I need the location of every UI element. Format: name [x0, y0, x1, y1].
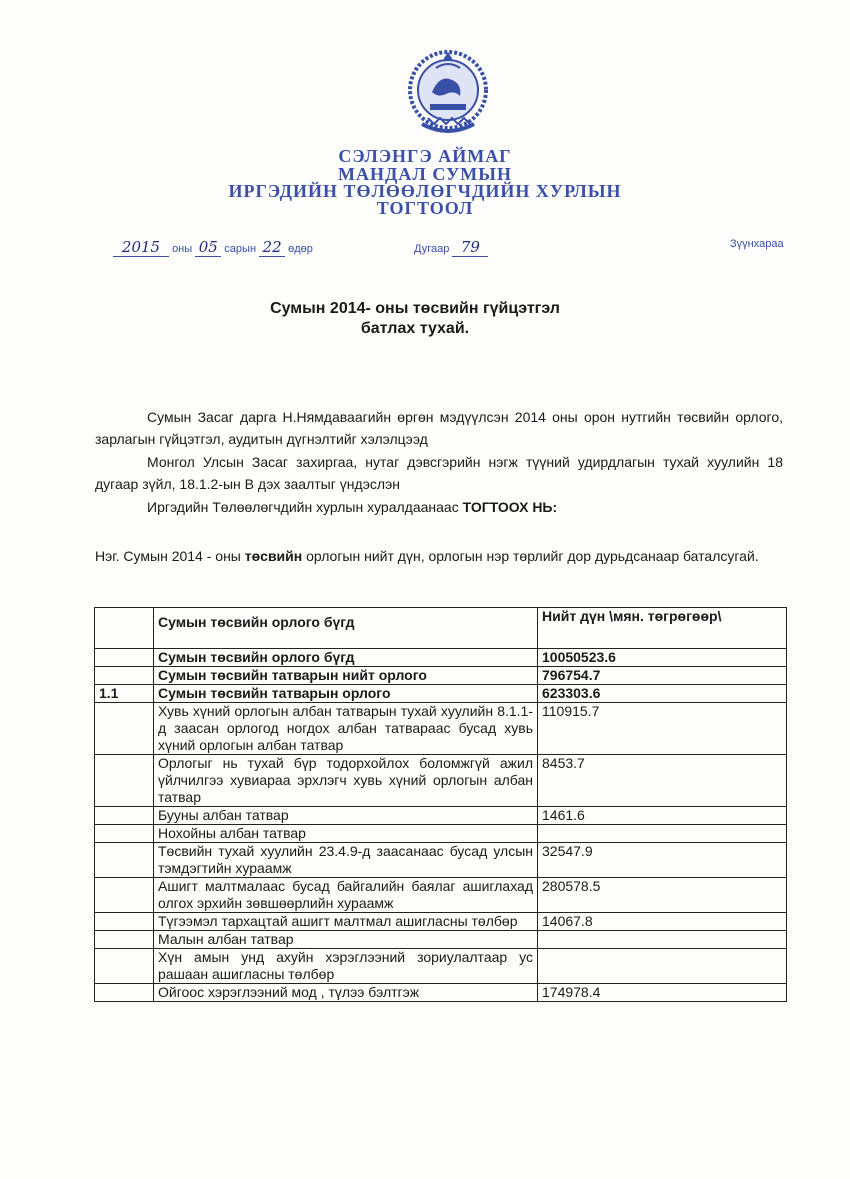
table-row: [95, 949, 787, 984]
header-num-cell: [95, 608, 154, 649]
month-label: сарын: [224, 243, 257, 255]
row-name-cell: Малын албан татвар: [154, 931, 538, 949]
header-name-cell: Сумын төсвийн орлого бүгд: [154, 608, 538, 649]
number-line: [414, 238, 488, 257]
row-value-cell: 110915.7: [538, 703, 787, 755]
row-value-cell: [538, 949, 787, 984]
row-value-cell: [538, 931, 787, 949]
row-number-cell: [95, 843, 154, 878]
paragraph-4-text-b: орлогын нийт дүн, орлогын нэр төрлийг дор дурьдсанаар баталсугай.: [302, 548, 759, 564]
table-row: [95, 807, 787, 825]
row-value-cell: 10050523.6: [538, 649, 787, 667]
paragraph-4-text-a: Нэг. Сумын 2014 - оны: [95, 548, 245, 564]
header-sum: МАНДАЛ СУМЫН: [338, 164, 512, 184]
row-name-cell: Сумын төсвийн татварын орлого: [154, 685, 538, 703]
row-number-cell: [95, 755, 154, 807]
table-row: [95, 649, 787, 667]
date-day: 22: [259, 238, 285, 257]
row-value-cell: 14067.8: [538, 913, 787, 931]
place-name: Зүүнхараа: [730, 238, 784, 250]
table-row: [95, 685, 787, 703]
paragraph-3: [95, 497, 783, 519]
paragraph-4: [95, 546, 783, 568]
day-label: өдөр: [288, 243, 313, 255]
row-number-cell: [95, 931, 154, 949]
paragraph-2: [95, 452, 783, 495]
row-number-cell: [95, 878, 154, 913]
header-aimag: СЭЛЭНГЭ АЙМАГ: [338, 146, 512, 166]
row-value-cell: 32547.9: [538, 843, 787, 878]
row-value-cell: [538, 825, 787, 843]
row-number-cell: 1.1: [95, 685, 154, 703]
number-label: Дугаар: [414, 243, 450, 255]
row-name-cell: Ашигт малтмалаас бусад байгалийн баялаг ашиглахад олгох эрхийн зөвшөөрлийн хураамж: [154, 878, 538, 913]
row-value-cell: 623303.6: [538, 685, 787, 703]
date-year: 2015: [113, 238, 169, 257]
table-row: [95, 825, 787, 843]
table-row: [95, 755, 787, 807]
row-number-cell: [95, 649, 154, 667]
paragraph-4-bold: төсвийн: [244, 548, 303, 564]
document-title-line2: батлах тухай.: [360, 320, 470, 337]
paragraph-3-bold: ТОГТООХ НЬ:: [462, 499, 558, 515]
date-month: 05: [195, 238, 221, 257]
row-name-cell: Хүн амын унд ахуйн хэрэглээний зориулалтаар ус рашаан ашигласны төлбөр: [154, 949, 538, 984]
row-number-cell: [95, 984, 154, 1002]
row-value-cell: 1461.6: [538, 807, 787, 825]
header-council: ИРГЭДИЙН ТӨЛӨӨЛӨГЧДИЙН ХУРЛЫН: [228, 181, 622, 201]
row-number-cell: [95, 807, 154, 825]
table-row: [95, 703, 787, 755]
row-value-cell: 174978.4: [538, 984, 787, 1002]
date-line: [113, 238, 313, 257]
row-name-cell: Орлогыг нь тухай бүр тодорхойлох боломжгүй ажил үйлчилгээ хувиараа эрхлэгч хувь хүний орлогын албан татвар: [154, 755, 538, 807]
row-value-cell: 796754.7: [538, 667, 787, 685]
budget-table: [94, 607, 787, 1002]
table-row: [95, 878, 787, 913]
table-row: [95, 984, 787, 1002]
row-number-cell: [95, 825, 154, 843]
header-value-cell: Нийт дүн \мян. төгрөгөөр\: [538, 608, 787, 649]
paragraph-1: [95, 407, 783, 450]
row-name-cell: Ойгоос хэрэглээний мод , түлээ бэлтгэж: [154, 984, 538, 1002]
document-title-line1: Сумын 2014- оны төсвийн гүйцэтгэл: [270, 300, 560, 317]
row-number-cell: [95, 703, 154, 755]
row-name-cell: Сумын төсвийн орлого бүгд: [154, 649, 538, 667]
row-name-cell: Төсвийн тухай хуулийн 23.4.9-д заасанаас бусад улсын тэмдэгтийн хураамж: [154, 843, 538, 878]
header-resolution: ТОГТООЛ: [376, 198, 474, 218]
table-row: [95, 843, 787, 878]
row-number-cell: [95, 949, 154, 984]
table-row: [95, 931, 787, 949]
row-value-cell: 8453.7: [538, 755, 787, 807]
row-name-cell: Түгээмэл тархацтай ашигт малтмал ашигласны төлбөр: [154, 913, 538, 931]
table-header-row: [95, 608, 787, 649]
row-number-cell: [95, 667, 154, 685]
table-row: [95, 913, 787, 931]
row-name-cell: Хувь хүний орлогын албан татварын тухай хуулийн 8.1.1-д заасан орлогод ногдох албан татвараас бусад хувь хүний орлогын албан татвар: [154, 703, 538, 755]
row-name-cell: Нохойны албан татвар: [154, 825, 538, 843]
paragraph-3-text: Иргэдийн Төлөөлөгчдийн хурлын хуралдаанаас: [147, 499, 463, 515]
state-emblem-icon: [402, 38, 494, 138]
paragraph-2-text: Монгол Улсын Засаг захиргаа, нутаг дэвсгэрийн нэгж түүний удирдлагын тухай хуулийн 18 дугаар зүйл, 18.1.2-ын В дэх заалтыг үндэслэн: [95, 454, 783, 492]
row-number-cell: [95, 913, 154, 931]
row-value-cell: 280578.5: [538, 878, 787, 913]
year-label: оны: [172, 243, 193, 255]
resolution-number: 79: [452, 238, 488, 257]
row-name-cell: Бууны албан татвар: [154, 807, 538, 825]
paragraph-1-text: Сумын Засаг дарга Н.Нямдаваагийн өргөн мэдүүлсэн 2014 оны орон нутгийн төсвийн орлого, зарлагын гүйцэтгэл, аудитын дүгнэлтийг хэлэлцээд: [95, 409, 783, 447]
row-name-cell: Сумын төсвийн татварын нийт орлого: [154, 667, 538, 685]
table-row: [95, 667, 787, 685]
